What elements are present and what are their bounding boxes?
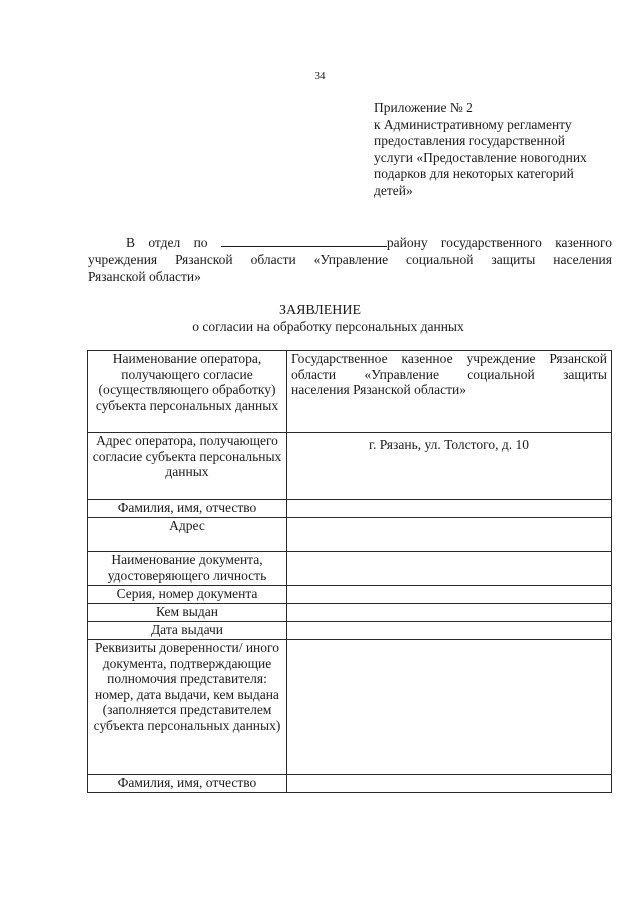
addressee-line1-suffix: району государственного казенного bbox=[386, 235, 613, 250]
issued-by-field[interactable] bbox=[287, 604, 612, 622]
addressee-prefix: В отдел по bbox=[126, 235, 208, 250]
table-row bbox=[88, 622, 612, 640]
addressee-line-1 bbox=[88, 234, 612, 251]
addressee-line-2: учреждения Рязанской области «Управление социальной защиты населения bbox=[88, 252, 612, 267]
operator-name-line: населения Рязанской области» bbox=[291, 382, 466, 398]
document-series-label: Серия, номер документа bbox=[88, 586, 287, 604]
appendix-line: Приложение № 2 bbox=[374, 100, 473, 115]
consent-form-table bbox=[87, 350, 612, 793]
table-row bbox=[88, 500, 612, 518]
table-row bbox=[88, 775, 612, 793]
document-series-field[interactable] bbox=[287, 586, 612, 604]
representative-name-field[interactable] bbox=[287, 775, 612, 793]
operator-name-label: Наименование оператора, получающего согласие (осуществляющего обработку) субъекта персональных данных bbox=[88, 351, 287, 433]
issued-by-label: Кем выдан bbox=[88, 604, 287, 622]
document-subtitle: о согласии на обработку персональных данных bbox=[192, 319, 464, 334]
table-row bbox=[88, 604, 612, 622]
representative-document-label: Реквизиты доверенности/ иного документа, подтверждающие полномочия представителя: номер, дата выдачи, кем выдана (заполняется представителем субъекта персональных данных) bbox=[88, 640, 287, 775]
id-document-label: Наименование документа, удостоверяющего личность bbox=[88, 552, 287, 586]
appendix-line: к Административному регламенту bbox=[374, 116, 572, 132]
addressee-line-3: Рязанской области» bbox=[88, 269, 201, 284]
address-field[interactable] bbox=[287, 518, 612, 552]
appendix-line: подарков для некоторых категорий bbox=[374, 166, 574, 181]
document-title: ЗАЯВЛЕНИЕ bbox=[278, 303, 362, 318]
table-row bbox=[88, 640, 612, 775]
representative-document-field[interactable] bbox=[287, 640, 612, 775]
full-name-field[interactable] bbox=[287, 500, 612, 518]
table-row bbox=[88, 351, 612, 433]
address-label: Адрес bbox=[88, 518, 287, 552]
table-row bbox=[88, 552, 612, 586]
table-row bbox=[88, 586, 612, 604]
operator-name-value bbox=[287, 351, 612, 433]
operator-name-line: области «Управление социальной защиты bbox=[291, 366, 607, 382]
issue-date-field[interactable] bbox=[287, 622, 612, 640]
operator-name-line: Государственное казенное учреждение Рязанской bbox=[291, 351, 607, 366]
operator-address-value: г. Рязань, ул. Толстого, д. 10 bbox=[287, 433, 612, 500]
table-row bbox=[88, 433, 612, 500]
id-document-field[interactable] bbox=[287, 552, 612, 586]
appendix-line: предоставления государственной bbox=[374, 133, 565, 148]
full-name-label: Фамилия, имя, отчество bbox=[88, 500, 287, 518]
appendix-line: детей» bbox=[374, 182, 413, 198]
operator-address-label: Адрес оператора, получающего согласие субъекта персональных данных bbox=[88, 433, 287, 500]
district-blank-field[interactable] bbox=[221, 234, 387, 247]
page-number: 34 bbox=[314, 70, 326, 82]
issue-date-label: Дата выдачи bbox=[88, 622, 287, 640]
appendix-line: услуги «Предоставление новогодних bbox=[374, 149, 587, 165]
representative-name-label: Фамилия, имя, отчество bbox=[88, 775, 287, 793]
appendix-header bbox=[374, 100, 624, 199]
table-row bbox=[88, 518, 612, 552]
addressee-block bbox=[88, 234, 612, 285]
